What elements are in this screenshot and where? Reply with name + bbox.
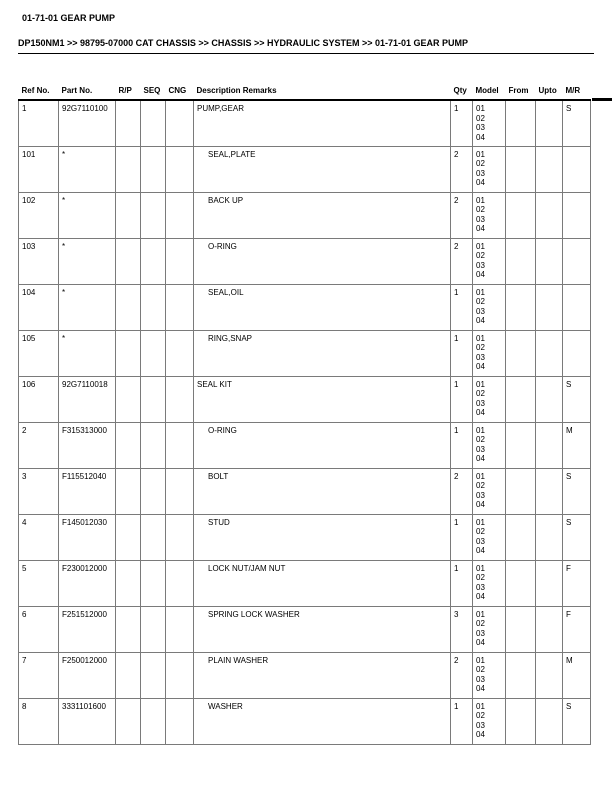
qty-cell: 1 bbox=[451, 330, 473, 376]
upto-cell bbox=[536, 376, 563, 422]
ref-no-cell: 5 bbox=[19, 560, 59, 606]
cng-cell bbox=[166, 698, 194, 744]
mr-cell bbox=[563, 284, 591, 330]
seq-cell bbox=[141, 422, 166, 468]
rp-cell bbox=[116, 652, 141, 698]
rp-cell bbox=[116, 698, 141, 744]
from-cell bbox=[506, 284, 536, 330]
table-row bbox=[19, 100, 591, 146]
from-cell bbox=[506, 330, 536, 376]
col-header-from: From bbox=[506, 82, 536, 100]
table-row bbox=[19, 698, 591, 744]
seq-cell bbox=[141, 192, 166, 238]
part-no-cell: 92G7110018 bbox=[59, 376, 116, 422]
table-row bbox=[19, 284, 591, 330]
col-header-qty: Qty bbox=[451, 82, 473, 100]
model-cell: 01 02 03 04 bbox=[473, 330, 506, 376]
seq-cell bbox=[141, 100, 166, 146]
mr-cell: M bbox=[563, 422, 591, 468]
upto-cell bbox=[536, 698, 563, 744]
part-no-cell: F315313000 bbox=[59, 422, 116, 468]
model-cell: 01 02 03 04 bbox=[473, 698, 506, 744]
seq-cell bbox=[141, 238, 166, 284]
description-cell: BOLT bbox=[194, 468, 451, 514]
upto-cell bbox=[536, 330, 563, 376]
from-cell bbox=[506, 652, 536, 698]
model-cell: 01 02 03 04 bbox=[473, 146, 506, 192]
cng-cell bbox=[166, 284, 194, 330]
seq-cell bbox=[141, 560, 166, 606]
ref-no-cell: 102 bbox=[19, 192, 59, 238]
ref-no-cell: 101 bbox=[19, 146, 59, 192]
table-row bbox=[19, 422, 591, 468]
mr-cell bbox=[563, 330, 591, 376]
part-no-cell: * bbox=[59, 330, 116, 376]
description-cell: STUD bbox=[194, 514, 451, 560]
model-cell: 01 02 03 04 bbox=[473, 652, 506, 698]
mr-cell: F bbox=[563, 606, 591, 652]
rp-cell bbox=[116, 560, 141, 606]
upto-cell bbox=[536, 652, 563, 698]
seq-cell bbox=[141, 606, 166, 652]
description-cell: SEAL KIT bbox=[194, 376, 451, 422]
rp-cell bbox=[116, 238, 141, 284]
mr-cell: S bbox=[563, 468, 591, 514]
col-header-cng: CNG bbox=[166, 82, 194, 100]
mr-cell: F bbox=[563, 560, 591, 606]
part-no-cell: * bbox=[59, 146, 116, 192]
from-cell bbox=[506, 422, 536, 468]
col-header-model: Model bbox=[473, 82, 506, 100]
mr-cell bbox=[563, 238, 591, 284]
description-cell: LOCK NUT/JAM NUT bbox=[194, 560, 451, 606]
upto-cell bbox=[536, 192, 563, 238]
table-header-row bbox=[19, 82, 591, 100]
model-cell: 01 02 03 04 bbox=[473, 422, 506, 468]
col-header-upto: Upto bbox=[536, 82, 563, 100]
qty-cell: 1 bbox=[451, 100, 473, 146]
part-no-cell: * bbox=[59, 192, 116, 238]
cng-cell bbox=[166, 192, 194, 238]
cng-cell bbox=[166, 330, 194, 376]
col-header-ref-no: Ref No. bbox=[19, 82, 59, 100]
table-row bbox=[19, 514, 591, 560]
mr-cell: S bbox=[563, 376, 591, 422]
table-row bbox=[19, 606, 591, 652]
qty-cell: 2 bbox=[451, 468, 473, 514]
qty-cell: 1 bbox=[451, 376, 473, 422]
description-cell: SEAL,PLATE bbox=[194, 146, 451, 192]
part-no-cell: F230012000 bbox=[59, 560, 116, 606]
from-cell bbox=[506, 376, 536, 422]
qty-cell: 1 bbox=[451, 560, 473, 606]
cng-cell bbox=[166, 422, 194, 468]
from-cell bbox=[506, 606, 536, 652]
from-cell bbox=[506, 560, 536, 606]
upto-cell bbox=[536, 284, 563, 330]
rp-cell bbox=[116, 422, 141, 468]
model-cell: 01 02 03 04 bbox=[473, 100, 506, 146]
table-row bbox=[19, 376, 591, 422]
description-cell: O-RING bbox=[194, 422, 451, 468]
part-no-cell: F115512040 bbox=[59, 468, 116, 514]
mr-cell: S bbox=[563, 514, 591, 560]
cng-cell bbox=[166, 560, 194, 606]
breadcrumb-divider bbox=[18, 53, 594, 54]
qty-cell: 2 bbox=[451, 146, 473, 192]
mr-cell bbox=[563, 192, 591, 238]
col-header-rp: R/P bbox=[116, 82, 141, 100]
mr-cell bbox=[563, 146, 591, 192]
ref-no-cell: 7 bbox=[19, 652, 59, 698]
col-header-description: Description Remarks bbox=[194, 82, 451, 100]
seq-cell bbox=[141, 284, 166, 330]
table-row bbox=[19, 330, 591, 376]
description-cell: SPRING LOCK WASHER bbox=[194, 606, 451, 652]
seq-cell bbox=[141, 652, 166, 698]
seq-cell bbox=[141, 468, 166, 514]
qty-cell: 1 bbox=[451, 284, 473, 330]
ref-no-cell: 8 bbox=[19, 698, 59, 744]
table-row bbox=[19, 238, 591, 284]
col-header-part-no: Part No. bbox=[59, 82, 116, 100]
upto-cell bbox=[536, 238, 563, 284]
model-cell: 01 02 03 04 bbox=[473, 468, 506, 514]
from-cell bbox=[506, 468, 536, 514]
part-no-cell: 92G7110100 bbox=[59, 100, 116, 146]
model-cell: 01 02 03 04 bbox=[473, 606, 506, 652]
seq-cell bbox=[141, 376, 166, 422]
qty-cell: 1 bbox=[451, 422, 473, 468]
from-cell bbox=[506, 192, 536, 238]
part-no-cell: * bbox=[59, 238, 116, 284]
description-cell: BACK UP bbox=[194, 192, 451, 238]
model-cell: 01 02 03 04 bbox=[473, 376, 506, 422]
rp-cell bbox=[116, 100, 141, 146]
parts-table bbox=[18, 82, 591, 745]
ref-no-cell: 4 bbox=[19, 514, 59, 560]
cng-cell bbox=[166, 238, 194, 284]
seq-cell bbox=[141, 514, 166, 560]
part-no-cell: * bbox=[59, 284, 116, 330]
cng-cell bbox=[166, 468, 194, 514]
page-title: 01-71-01 GEAR PUMP bbox=[22, 13, 116, 23]
from-cell bbox=[506, 514, 536, 560]
from-cell bbox=[506, 146, 536, 192]
upto-cell bbox=[536, 422, 563, 468]
qty-cell: 1 bbox=[451, 514, 473, 560]
rp-cell bbox=[116, 606, 141, 652]
part-no-cell: F145012030 bbox=[59, 514, 116, 560]
ref-no-cell: 3 bbox=[19, 468, 59, 514]
description-cell: O-RING bbox=[194, 238, 451, 284]
upto-cell bbox=[536, 100, 563, 146]
col-header-seq: SEQ bbox=[141, 82, 166, 100]
col-header-mr: M/R bbox=[563, 82, 591, 100]
rp-cell bbox=[116, 284, 141, 330]
breadcrumb: DP150NM1 >> 98795-07000 CAT CHASSIS >> CHASSIS >> HYDRAULIC SYSTEM >> 01-71-01 GEAR PUMP bbox=[18, 38, 469, 48]
from-cell bbox=[506, 698, 536, 744]
model-cell: 01 02 03 04 bbox=[473, 284, 506, 330]
rp-cell bbox=[116, 330, 141, 376]
cng-cell bbox=[166, 606, 194, 652]
ref-no-cell: 6 bbox=[19, 606, 59, 652]
from-cell bbox=[506, 100, 536, 146]
qty-cell: 2 bbox=[451, 652, 473, 698]
table-row bbox=[19, 468, 591, 514]
ref-no-cell: 103 bbox=[19, 238, 59, 284]
description-cell: PLAIN WASHER bbox=[194, 652, 451, 698]
cng-cell bbox=[166, 100, 194, 146]
seq-cell bbox=[141, 330, 166, 376]
qty-cell: 1 bbox=[451, 698, 473, 744]
model-cell: 01 02 03 04 bbox=[473, 560, 506, 606]
qty-cell: 2 bbox=[451, 238, 473, 284]
model-cell: 01 02 03 04 bbox=[473, 238, 506, 284]
part-no-cell: F251512000 bbox=[59, 606, 116, 652]
seq-cell bbox=[141, 698, 166, 744]
part-no-cell: 3331101600 bbox=[59, 698, 116, 744]
ref-no-cell: 105 bbox=[19, 330, 59, 376]
rp-cell bbox=[116, 146, 141, 192]
upto-cell bbox=[536, 514, 563, 560]
upto-cell bbox=[536, 468, 563, 514]
rp-cell bbox=[116, 192, 141, 238]
cng-cell bbox=[166, 376, 194, 422]
upto-cell bbox=[536, 146, 563, 192]
upto-cell bbox=[536, 606, 563, 652]
qty-cell: 3 bbox=[451, 606, 473, 652]
ref-no-cell: 2 bbox=[19, 422, 59, 468]
cng-cell bbox=[166, 146, 194, 192]
ref-no-cell: 104 bbox=[19, 284, 59, 330]
ref-no-cell: 106 bbox=[19, 376, 59, 422]
table-row bbox=[19, 146, 591, 192]
qty-cell: 2 bbox=[451, 192, 473, 238]
description-cell: PUMP,GEAR bbox=[194, 100, 451, 146]
table-body bbox=[19, 100, 591, 744]
page-edge-mark bbox=[592, 98, 612, 101]
table-row bbox=[19, 560, 591, 606]
from-cell bbox=[506, 238, 536, 284]
upto-cell bbox=[536, 560, 563, 606]
seq-cell bbox=[141, 146, 166, 192]
description-cell: SEAL,OIL bbox=[194, 284, 451, 330]
table-row bbox=[19, 192, 591, 238]
part-no-cell: F250012000 bbox=[59, 652, 116, 698]
description-cell: RING,SNAP bbox=[194, 330, 451, 376]
ref-no-cell: 1 bbox=[19, 100, 59, 146]
cng-cell bbox=[166, 652, 194, 698]
model-cell: 01 02 03 04 bbox=[473, 192, 506, 238]
mr-cell: S bbox=[563, 698, 591, 744]
table-row bbox=[19, 652, 591, 698]
rp-cell bbox=[116, 376, 141, 422]
description-cell: WASHER bbox=[194, 698, 451, 744]
mr-cell: M bbox=[563, 652, 591, 698]
rp-cell bbox=[116, 514, 141, 560]
model-cell: 01 02 03 04 bbox=[473, 514, 506, 560]
rp-cell bbox=[116, 468, 141, 514]
cng-cell bbox=[166, 514, 194, 560]
mr-cell: S bbox=[563, 100, 591, 146]
